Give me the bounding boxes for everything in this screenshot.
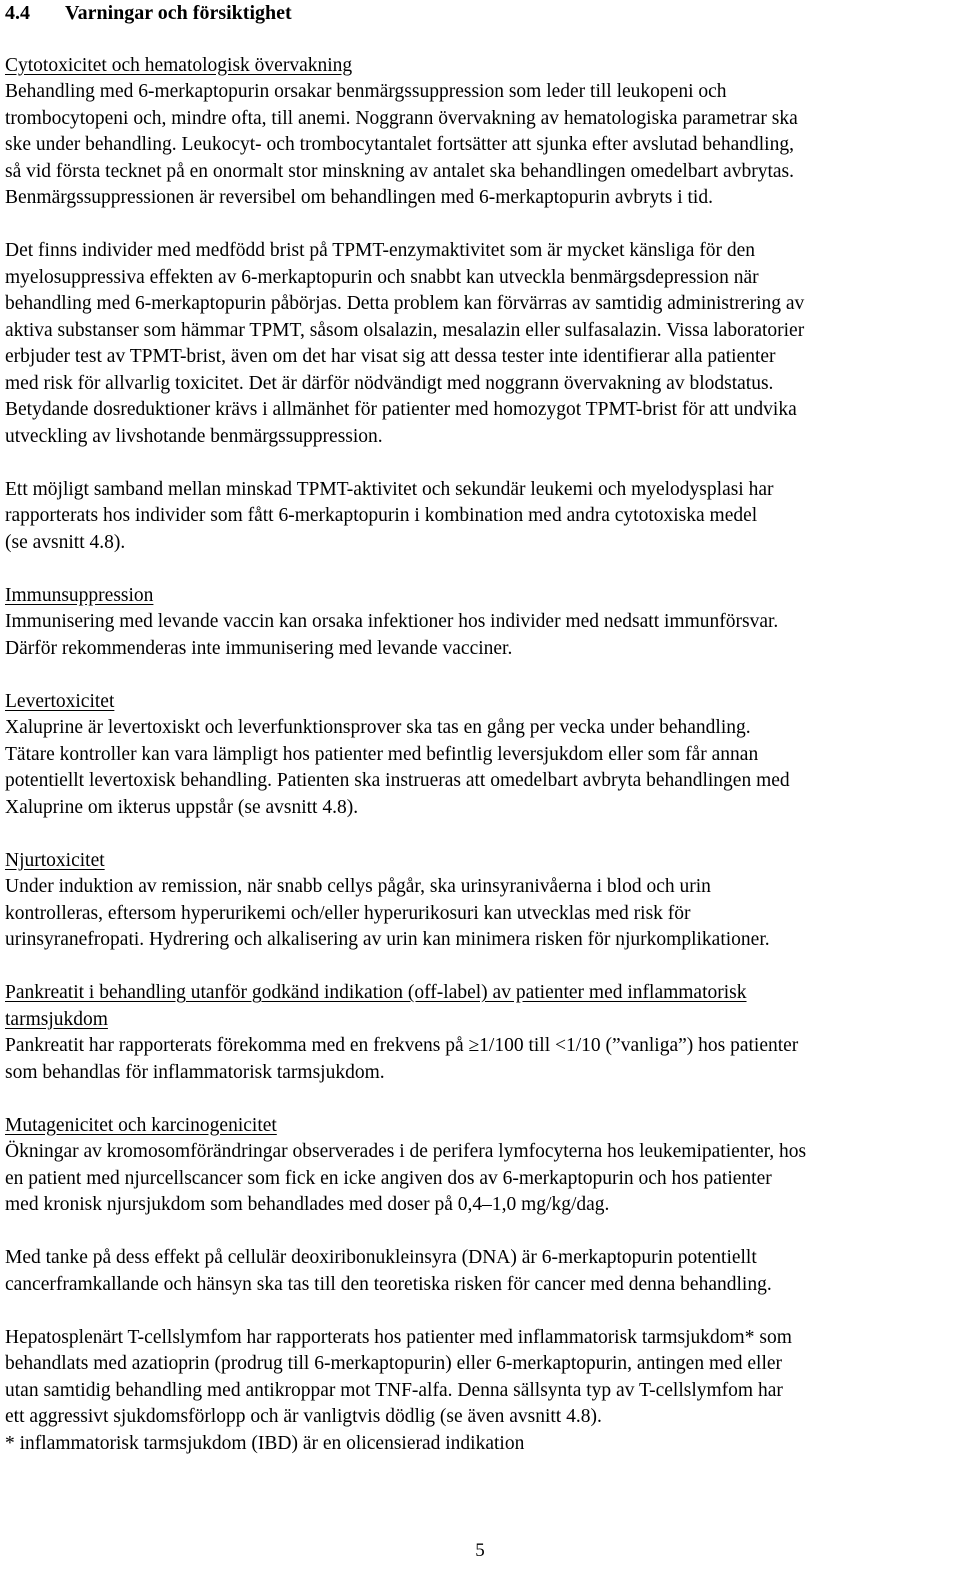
subheading-cytotoxicity: Cytotoxicitet och hematologisk övervakning	[5, 54, 353, 76]
text-line: Xaluprine om ikterus uppstår (se avsnitt 4.8).	[5, 796, 359, 818]
text-line: myelosuppressiva effekten av 6-merkaptopurin och snabbt kan utveckla benmärgsdepression när	[5, 266, 759, 288]
page-number: 5	[475, 1540, 485, 1561]
text-line: Behandling med 6-merkaptopurin orsakar benmärgssuppression som leder till leukopeni och	[5, 81, 727, 102]
text-line: så vid första tecknet på en onormalt stor minskning av antalet ska behandlingen omedelbart avbrytas.	[5, 160, 794, 182]
text-line: ett aggressivt sjukdomsförlopp och är vanligtvis dödlig (se även avsnitt 4.8).	[5, 1406, 602, 1427]
text-line: cancerframkallande och hänsyn ska tas till den teoretiska risken för cancer med denna behandling.	[5, 1273, 772, 1295]
text-line: Tätare kontroller kan vara lämpligt hos patienter med befintlig leversjukdom eller som får annan	[5, 743, 759, 765]
document-body	[5, 0, 957, 1457]
text-line: utan samtidig behandling med antikroppar mot TNF-alfa. Denna sällsynta typ av T-cellslymfom har	[5, 1379, 783, 1401]
text-line: behandlats med azatioprin (prodrug till 6-merkaptopurin) eller 6-merkaptopurin, antingen med eller	[5, 1353, 783, 1374]
text-line: potentiellt levertoxisk behandling. Patienten ska instrueras att omedelbart avbryta behandlingen med	[5, 770, 790, 791]
text-line: Därför rekommenderas inte immunisering med levande vacciner.	[5, 637, 513, 659]
text-line: trombocytopeni och, mindre ofta, till anemi. Noggrann övervakning av hematologiska parametrar ska	[5, 107, 798, 129]
text-line: ske under behandling. Leukocyt- och trombocytantalet fortsätter att sjunka efter avslutad behandling,	[5, 134, 794, 155]
text-line: med kronisk njursjukdom som behandlades med doser på 0,4–1,0 mg/kg/dag.	[5, 1194, 610, 1215]
subheading-mutagenicity: Mutagenicitet och karcinogenicitet	[5, 1114, 277, 1136]
text-line: aktiva substanser som hämmar TPMT, såsom olsalazin, mesalazin eller sulfasalazin. Vissa laboratorier	[5, 319, 805, 341]
text-line: Det finns individer med medfödd brist på TPMT-enzymaktivitet som är mycket känsliga för den	[5, 240, 756, 261]
subheading-hepatotoxicity: Levertoxicitet	[5, 690, 115, 712]
text-line: utveckling av livshotande benmärgssuppression.	[5, 425, 383, 447]
text-line: Benmärgssuppressionen är reversibel om behandlingen med 6-merkaptopurin avbryts i tid.	[5, 187, 713, 208]
text-line: som behandlas för inflammatorisk tarmsjukdom.	[5, 1061, 385, 1083]
section-heading	[5, 0, 957, 26]
section-number: 4.4	[5, 2, 30, 24]
text-line: Under induktion av remission, när snabb cellys pågår, ska urinsyranivåerna i blod och urin	[5, 876, 711, 897]
text-line: rapporterats hos individer som fått 6-merkaptopurin i kombination med andra cytotoxiska medel	[5, 505, 758, 526]
text-line: Med tanke på dess effekt på cellulär deoxiribonukleinsyra (DNA) är 6-merkaptopurin potentiellt	[5, 1247, 757, 1268]
subheading-pancreatitis: Pankreatit i behandling utanför godkänd indikation (off-label) av patienter med inflammatorisk	[5, 982, 747, 1003]
subheading-nephrotoxicity: Njurtoxicitet	[5, 849, 105, 871]
subheading-pancreatitis-cont: tarmsjukdom	[5, 1008, 108, 1030]
text-line: urinsyranefropati. Hydrering och alkalisering av urin kan minimera risken för njurkomplikationer.	[5, 929, 770, 950]
text-line: Betydande dosreduktioner krävs i allmänhet för patienter med homozygot TPMT-brist för att undvika	[5, 399, 797, 420]
text-line: Hepatosplenärt T-cellslymfom har rapporterats hos patienter med inflammatorisk tarmsjukdom* som	[5, 1326, 792, 1348]
text-line: Pankreatit har rapporterats förekomma med en frekvens på ≥1/100 till <1/10 (”vanliga”) hos patienter	[5, 1035, 799, 1056]
text-line: (se avsnitt 4.8).	[5, 531, 126, 553]
text-line: Xaluprine är levertoxiskt och leverfunktionsprover ska tas en gång per vecka under behandling.	[5, 717, 751, 738]
text-line: Immunisering med levande vaccin kan orsaka infektioner hos individer med nedsatt immunförsvar.	[5, 611, 779, 632]
text-line: behandling med 6-merkaptopurin påbörjas. Detta problem kan förvärras av samtidig administrering av	[5, 293, 805, 314]
footnote: * inflammatorisk tarmsjukdom (IBD) är en olicensierad indikation	[5, 1432, 525, 1454]
text-line: en patient med njurcellscancer som fick en icke angiven dos av 6-merkaptopurin och hos patienter	[5, 1167, 772, 1189]
text-line: med risk för allvarlig toxicitet. Det är därför nödvändigt med noggrann övervakning av blodstatus.	[5, 372, 774, 394]
section-title: Varningar och försiktighet	[65, 2, 292, 24]
text-line: erbjuder test av TPMT-brist, även om det har visat sig att dessa tester inte identifierar alla patienter	[5, 346, 776, 367]
subheading-immunosuppression: Immunsuppression	[5, 584, 154, 606]
text-line: Ökningar av kromosomförändringar observerades i de perifera lymfocyterna hos leukemipatienter, hos	[5, 1141, 807, 1162]
text-line: kontrolleras, eftersom hyperurikemi och/eller hyperurikosuri kan utvecklas med risk för	[5, 902, 691, 924]
text-line: Ett möjligt samband mellan minskad TPMT-aktivitet och sekundär leukemi och myelodysplasi har	[5, 478, 774, 500]
